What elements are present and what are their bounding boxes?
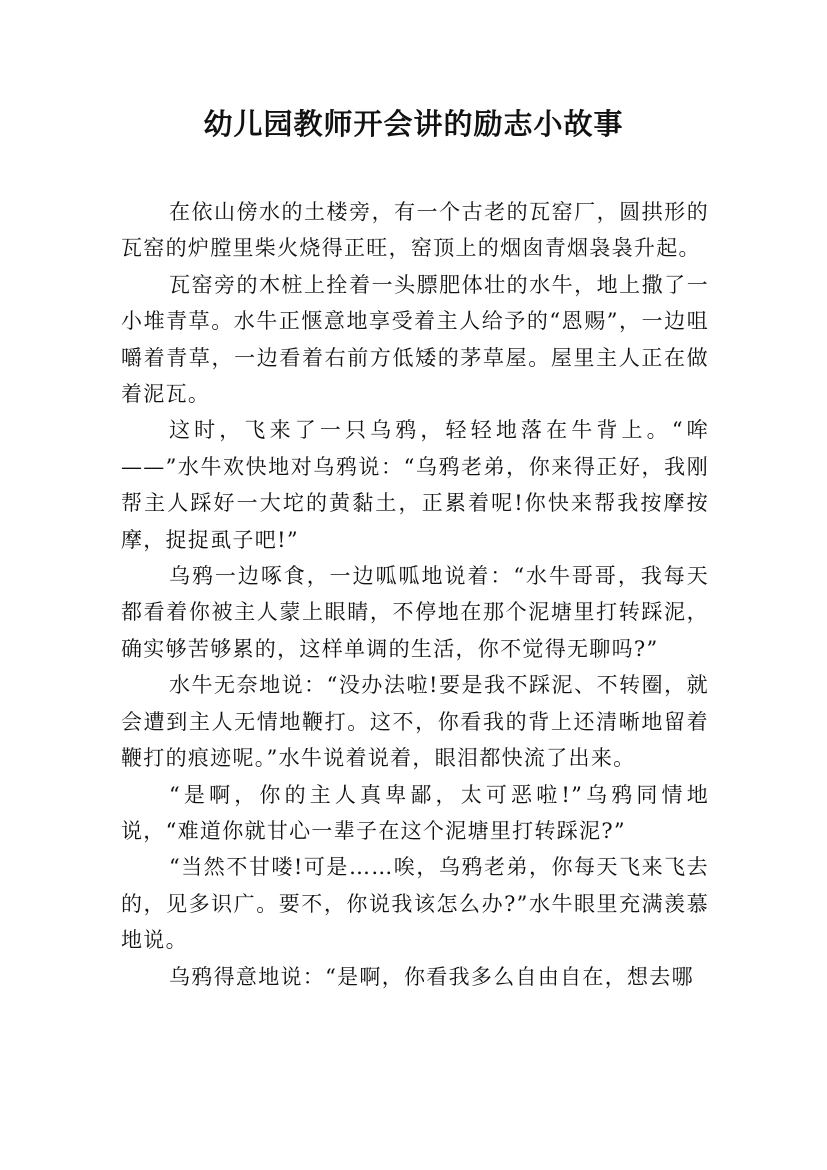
paragraph-1: 在依山傍水的土楼旁，有一个古老的瓦窑厂，圆拱形的瓦窑的炉膛里柴火烧得正旺，窑顶上的烟囱青烟袅袅升起。 [121, 200, 709, 261]
paragraph-3: 这时，飞来了一只乌鸦，轻轻地落在牛背上。“哞——”水牛欢快地对乌鸦说：“乌鸦老弟，你来得正好，我刚帮主人踩好一大坨的黄黏土，正累着呢!你快来帮我按摩按摩，捉捉虱子吧!” [121, 418, 709, 552]
paragraph-5: 水牛无奈地说：“没办法啦!要是我不踩泥、不转圈，就会遭到主人无情地鞭打。这不，你看我的背上还清晰地留着鞭打的痕迹呢。”水牛说着说着，眼泪都快流了出来。 [121, 673, 709, 771]
paragraph-6: “是啊，你的主人真卑鄙，太可恶啦!”乌鸦同情地说，“难道你就甘心一辈子在这个泥塘里打转踩泥?” [121, 782, 709, 843]
paragraph-7: “当然不甘喽!可是……唉，乌鸦老弟，你每天飞来飞去的，见多识广。要不，你说我该怎么办?”水牛眼里充满羡慕地说。 [121, 855, 709, 953]
paragraph-2: 瓦窑旁的木桩上拴着一头膘肥体壮的水牛，地上撒了一小堆青草。水牛正惬意地享受着主人给予的“恩赐”，一边咀嚼着青草，一边看着右前方低矮的茅草屋。屋里主人正在做着泥瓦。 [121, 272, 709, 407]
paragraph-4: 乌鸦一边啄食，一边呱呱地说着：“水牛哥哥，我每天都看着你被主人蒙上眼睛，不停地在那个泥塘里打转踩泥，确实够苦够累的，这样单调的生活，你不觉得无聊吗?” [121, 564, 709, 661]
paragraph-8: 乌鸦得意地说：“是啊，你看我多么自由自在，想去哪 [169, 964, 694, 989]
document-body [121, 194, 709, 995]
document-title: 幼儿园教师开会讲的励志小故事 [203, 107, 624, 141]
